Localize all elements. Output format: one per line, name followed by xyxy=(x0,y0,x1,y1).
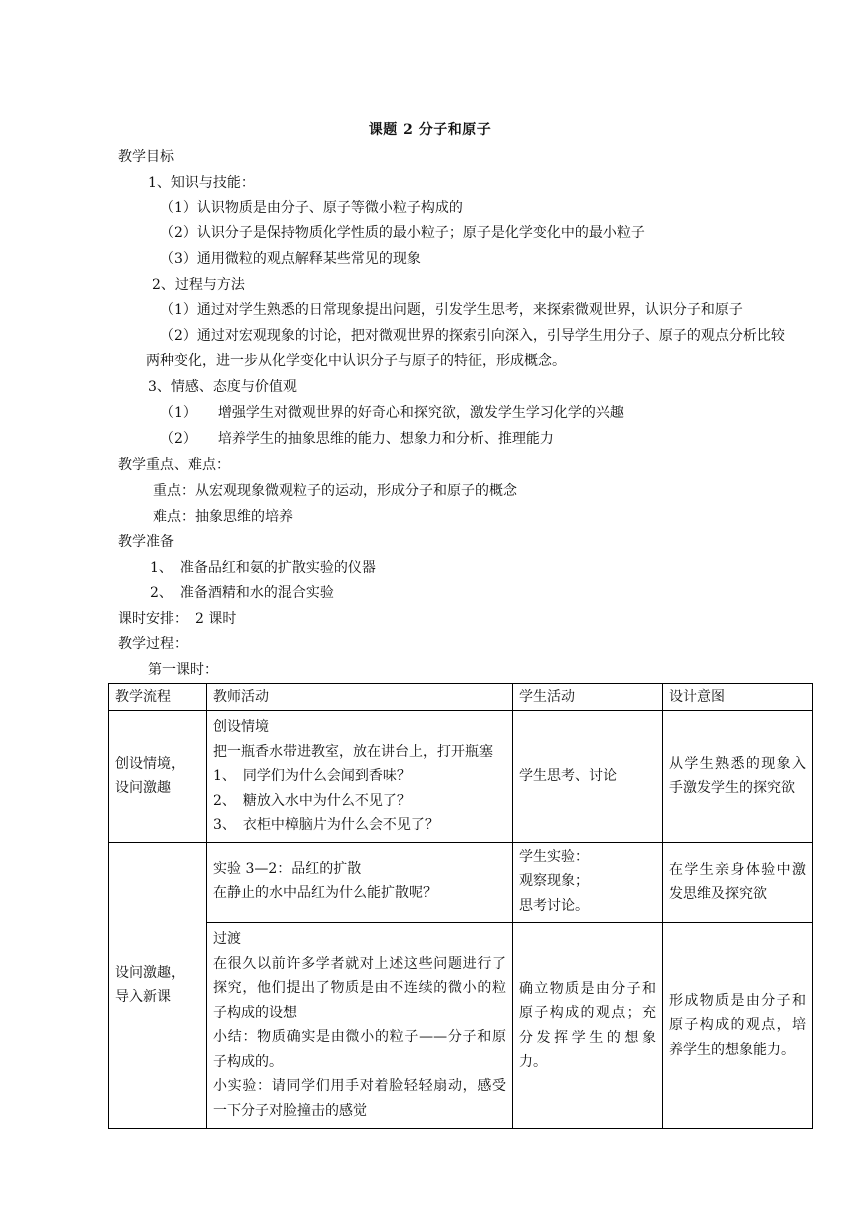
student-cell: 确立物质是由分子和原子构成的观点；充分发挥学生的想象力。 xyxy=(513,923,663,1129)
teacher-line: 3、 衣柜中樟脑片为什么会不见了？ xyxy=(213,817,439,833)
teacher-line: 1、 同学们为什么会闻到香味？ xyxy=(213,768,411,784)
flow-line: 创设情境， xyxy=(115,755,185,772)
flow-line: 设问激趣 xyxy=(115,780,171,797)
lesson-title: 课题 2 分子和原子 xyxy=(368,122,492,138)
preparation-item: 2、 准备酒精和水的混合实验 xyxy=(150,585,334,601)
table-row xyxy=(109,923,813,1129)
header-flow: 教学流程 xyxy=(109,684,207,711)
teacher-line: 实验 3—2：品红的扩散 xyxy=(213,860,362,877)
keypoints-heading: 教学重点、难点： xyxy=(118,457,230,473)
key-point: 重点：从宏观现象微观粒子的运动，形成分子和原子的概念 xyxy=(153,483,517,499)
flow-cell xyxy=(109,842,207,1129)
student-line: 思考讨论。 xyxy=(519,897,589,914)
emotion-item: （1） 增强学生对微观世界的好奇心和探究欲，激发学生学习化学的兴趣 xyxy=(160,405,624,421)
preparation-item: 1、 准备品红和氨的扩散实验的仪器 xyxy=(150,560,376,576)
teaching-process-table xyxy=(108,683,813,1129)
flow-cell xyxy=(109,711,207,843)
knowledge-item: （2）认识分子是保持物质化学性质的最小粒子；原子是化学变化中的最小粒子 xyxy=(160,225,645,241)
teacher-line: 创设情境 xyxy=(213,719,269,735)
process-item-continued: 两种变化，进一步从化学变化中认识分子与原子的特征，形成概念。 xyxy=(146,353,566,369)
teacher-line: 小结：物质确实是由微小的粒子——分子和原子构成的。 xyxy=(213,1029,506,1070)
student-cell xyxy=(513,842,663,923)
teacher-cell xyxy=(207,923,513,1129)
table-row xyxy=(109,842,813,923)
process-item: （2）通过对宏观现象的讨论，把对微观世界的探索引向深入，引导学生用分子、原子的观点分析比较 xyxy=(160,328,785,344)
header-teacher: 教师活动 xyxy=(207,684,513,711)
header-intent: 设计意图 xyxy=(663,684,813,711)
emotion-item: （2） 培养学生的抽象思维的能力、想象力和分析、推理能力 xyxy=(160,431,554,447)
process-heading: 2、过程与方法 xyxy=(152,277,245,293)
teacher-line: 2、 糖放入水中为什么不见了？ xyxy=(213,792,411,809)
student-line: 观察现象； xyxy=(519,873,589,889)
process-item: （1）通过对学生熟悉的日常现象提出问题，引发学生思考，来探索微观世界，认识分子和原子 xyxy=(160,302,743,318)
table-row xyxy=(109,711,813,843)
process-heading-main: 教学过程： xyxy=(118,636,188,652)
preparation-heading: 教学准备 xyxy=(118,534,174,550)
intent-cell: 从学生熟悉的现象入手激发学生的探究欲 xyxy=(663,711,813,843)
lesson-one-label: 第一课时： xyxy=(148,662,218,678)
knowledge-item: （1）认识物质是由分子、原子等微小粒子构成的 xyxy=(160,200,463,216)
teacher-line: 在很久以前许多学者就对上述这些问题进行了探究，他们提出了物质是由不连续的微小的粒子构成的设想 xyxy=(213,955,506,1021)
student-line: 学生实验： xyxy=(519,848,589,865)
header-student: 学生活动 xyxy=(513,684,663,711)
teacher-cell xyxy=(207,711,513,843)
teacher-line: 小实验：请同学们用手对着脸轻轻扇动，感受一下分子对脸撞击的感觉 xyxy=(213,1078,506,1119)
teacher-line: 把一瓶香水带进教室，放在讲台上，打开瓶塞 xyxy=(213,743,493,760)
teacher-line: 过渡 xyxy=(213,931,241,947)
schedule: 课时安排： 2 课时 xyxy=(118,611,237,627)
student-cell: 学生思考、讨论 xyxy=(513,711,663,843)
objectives-heading: 教学目标 xyxy=(118,149,174,165)
difficult-point: 难点：抽象思维的培养 xyxy=(153,509,293,525)
intent-cell: 形成物质是由分子和原子构成的观点，培养学生的想象能力。 xyxy=(663,923,813,1129)
flow-line: 导入新课 xyxy=(115,989,171,1006)
flow-line: 设问激趣， xyxy=(115,964,185,981)
knowledge-heading: 1、知识与技能： xyxy=(148,175,255,191)
knowledge-item: （3）通用微粒的观点解释某些常见的现象 xyxy=(160,251,421,267)
teacher-line: 在静止的水中品红为什么能扩散呢？ xyxy=(213,885,437,901)
table-header-row xyxy=(109,684,813,711)
emotion-heading: 3、情感、态度与价值观 xyxy=(148,379,297,395)
intent-cell: 在学生亲身体验中激发思维及探究欲 xyxy=(663,842,813,923)
teacher-cell xyxy=(207,842,513,923)
